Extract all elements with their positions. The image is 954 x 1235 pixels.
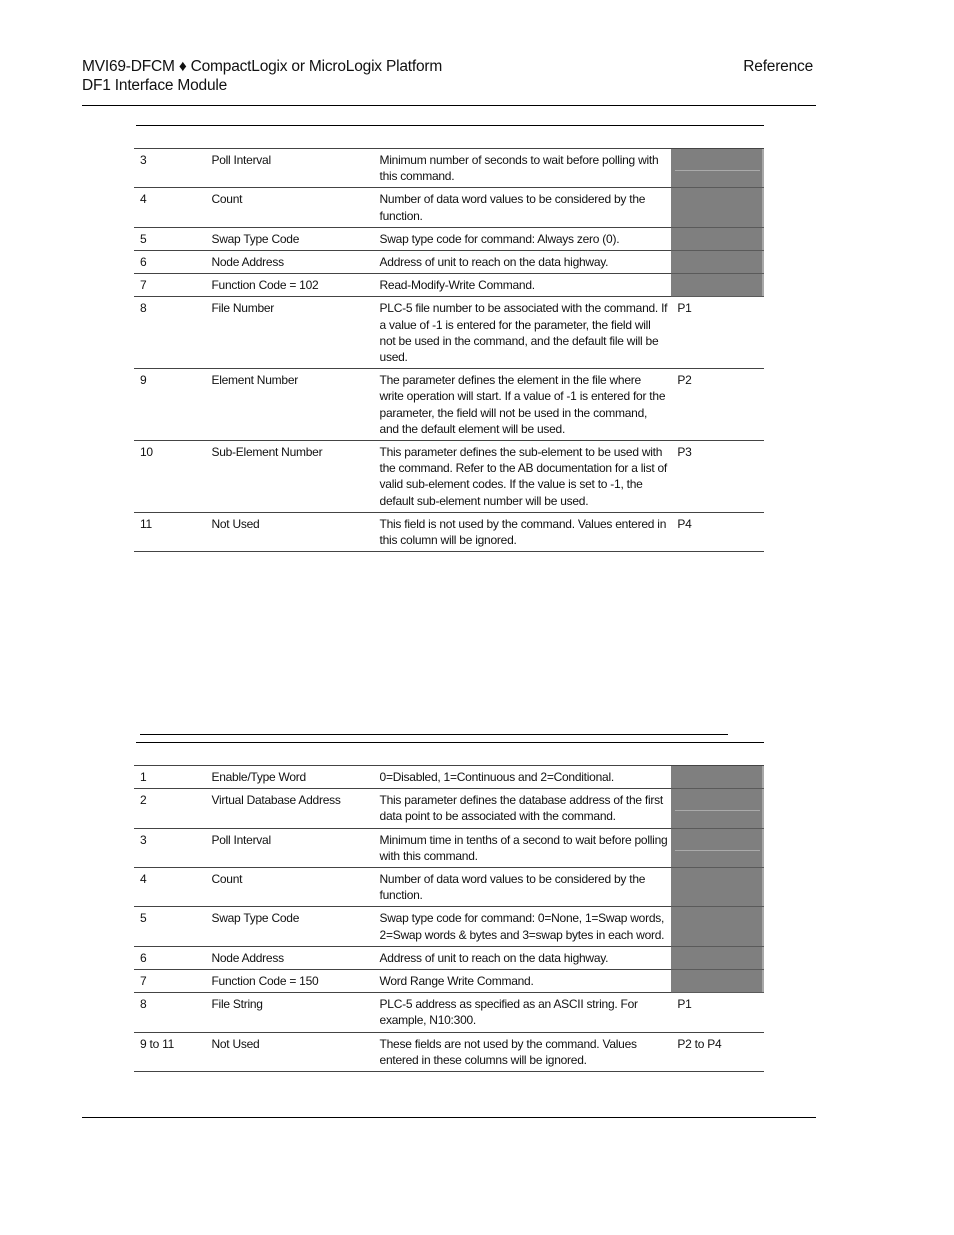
cell-number-text: 1 xyxy=(140,770,147,784)
cell-parameter-name-text: Function Code = 102 xyxy=(211,278,319,293)
cell-parameter xyxy=(671,188,764,227)
cell-number xyxy=(134,1032,205,1071)
cell-parameter-text: P4 xyxy=(677,516,692,531)
header-title-line2: DF1 Interface Module xyxy=(82,77,228,94)
cell-number xyxy=(134,907,205,946)
cell-description xyxy=(374,946,672,969)
command-table-top xyxy=(134,148,764,552)
cell-parameter-name-text: Poll Interval xyxy=(211,153,271,167)
cell-description-text: The parameter defines the element in the file where write operation will start. If a value of -1 is entered for the parameter, the field will not be used in the command, and the default element will be used. xyxy=(379,373,666,436)
cell-number-text: 5 xyxy=(140,231,147,246)
cell-description-text: These fields are not used by the command. Values entered in these columns will be ignored. xyxy=(379,1036,637,1067)
header-section: Reference xyxy=(743,58,813,75)
cell-parameter-name-text: File Number xyxy=(211,301,275,316)
cell-description-text: Swap type code for command: 0=None, 1=Swap words, 2=Swap words & bytes and 3=swap bytes in each word. xyxy=(379,911,665,942)
table-row xyxy=(134,970,764,993)
cell-parameter-name xyxy=(205,868,373,907)
cell-number-text: 5 xyxy=(140,911,147,926)
cell-number-text: 8 xyxy=(140,301,147,316)
table-bottom-caption-rule xyxy=(140,734,728,735)
cell-parameter-name-text: Node Address xyxy=(211,255,284,270)
cell-description-text: Minimum number of seconds to wait before polling with this command. xyxy=(379,153,659,184)
cell-parameter xyxy=(671,970,764,993)
cell-parameter xyxy=(671,251,764,274)
table-row xyxy=(134,297,764,369)
cell-number-text: 3 xyxy=(140,832,147,847)
cell-description-text: This field is not used by the command. Values entered in this column will be ignored. xyxy=(379,516,667,548)
table-row xyxy=(134,789,764,828)
cell-parameter-name xyxy=(205,1032,373,1071)
table-row xyxy=(134,369,764,441)
cell-parameter-name-text: Sub-Element Number xyxy=(211,445,323,460)
cell-description xyxy=(374,512,672,551)
cell-parameter-name xyxy=(205,441,373,513)
cell-description xyxy=(374,149,672,188)
cell-parameter xyxy=(671,441,764,513)
cell-number xyxy=(134,766,205,789)
cell-description-text: 0=Disabled, 1=Continuous and 2=Conditional. xyxy=(379,770,614,784)
cell-description-text: Minimum time in tenths of a second to wait before polling with this command. xyxy=(379,832,668,863)
table-row xyxy=(134,227,764,250)
cell-number xyxy=(134,993,205,1032)
cell-description-text: Address of unit to reach on the data highway. xyxy=(379,950,609,965)
cell-parameter-name xyxy=(205,149,373,188)
cell-parameter-name-text: Function Code = 150 xyxy=(211,974,319,989)
cell-parameter-text: P2 xyxy=(677,373,692,388)
cell-description xyxy=(374,441,672,513)
cell-parameter xyxy=(671,766,764,789)
cell-parameter xyxy=(671,297,764,369)
cell-number xyxy=(134,946,205,969)
cell-parameter xyxy=(671,946,764,969)
cell-number-text: 4 xyxy=(140,192,147,207)
cell-number-text: 11 xyxy=(140,516,152,531)
command-table-top-body xyxy=(134,149,764,552)
cell-number xyxy=(134,828,205,867)
cell-number-text: 7 xyxy=(140,278,147,293)
cell-description xyxy=(374,828,672,867)
cell-number xyxy=(134,512,205,551)
cell-parameter-name xyxy=(205,828,373,867)
table-row xyxy=(134,907,764,946)
cell-parameter-name xyxy=(205,512,373,551)
cell-number xyxy=(134,188,205,227)
cell-parameter xyxy=(671,149,764,188)
cell-description-text: PLC-5 address as specified as an ASCII string. For example, N10:300. xyxy=(379,997,638,1028)
cell-parameter-name xyxy=(205,946,373,969)
cell-description xyxy=(374,868,672,907)
cell-parameter-name-text: Not Used xyxy=(211,1036,260,1051)
cell-description xyxy=(374,227,672,250)
cell-parameter-text: P1 xyxy=(677,301,692,316)
cell-parameter-text: P1 xyxy=(677,997,692,1012)
header-rule xyxy=(82,105,816,106)
table-row xyxy=(134,251,764,274)
cell-description xyxy=(374,1032,672,1071)
table-row xyxy=(134,946,764,969)
cell-parameter-name-text: Swap Type Code xyxy=(211,911,300,926)
cell-number-text: 4 xyxy=(140,872,147,887)
cell-description-text: Word Range Write Command. xyxy=(379,974,534,989)
table-row xyxy=(134,828,764,867)
table-row xyxy=(134,149,764,188)
cell-number xyxy=(134,441,205,513)
cell-description-text: Number of data word values to be considered by the function. xyxy=(379,192,646,223)
cell-number xyxy=(134,227,205,250)
cell-description-text: Address of unit to reach on the data highway. xyxy=(379,255,609,270)
cell-parameter xyxy=(671,789,764,828)
cell-parameter-name-text: Element Number xyxy=(211,373,298,388)
table-row xyxy=(134,512,764,551)
cell-description xyxy=(374,251,672,274)
cell-description-text: Read-Modify-Write Command. xyxy=(379,278,535,293)
cell-description-text: This parameter defines the database address of the first data point to be associated with the command. xyxy=(379,793,664,824)
cell-description-text: This parameter defines the sub-element to be used with the command. Refer to the AB documentation for a list of valid sub-element codes. If the value is set to -1, the default sub-element number will be used. xyxy=(379,445,668,508)
header-title-line1: MVI69-DFCM ♦ CompactLogix or MicroLogix Platform xyxy=(82,58,443,75)
cell-description-text: Number of data word values to be considered by the function. xyxy=(379,872,646,903)
cell-number-text: 9 to 11 xyxy=(140,1036,175,1051)
cell-parameter-name-text: Node Address xyxy=(211,950,284,965)
cell-description xyxy=(374,970,672,993)
cell-description-text: Swap type code for command: Always zero (0). xyxy=(379,231,620,246)
table-row xyxy=(134,441,764,513)
cell-number-text: 3 xyxy=(140,153,147,167)
cell-number xyxy=(134,868,205,907)
cell-description xyxy=(374,993,672,1032)
cell-parameter xyxy=(671,369,764,441)
cell-parameter-name-text: File String xyxy=(211,997,263,1012)
cell-number xyxy=(134,251,205,274)
cell-parameter-text: P2 to P4 xyxy=(677,1036,722,1051)
cell-parameter-name xyxy=(205,297,373,369)
table-row xyxy=(134,1032,764,1071)
cell-parameter-text: P3 xyxy=(677,445,692,460)
cell-parameter xyxy=(671,512,764,551)
cell-parameter-name xyxy=(205,188,373,227)
cell-parameter-name-text: Count xyxy=(211,192,243,207)
cell-parameter-name xyxy=(205,227,373,250)
table-bottom-heading-rule xyxy=(136,742,764,743)
cell-parameter-name-text: Not Used xyxy=(211,516,260,531)
cell-number-text: 6 xyxy=(140,950,147,965)
cell-parameter-name xyxy=(205,970,373,993)
cell-parameter-name xyxy=(205,766,373,789)
cell-parameter xyxy=(671,907,764,946)
cell-parameter-name xyxy=(205,993,373,1032)
cell-description xyxy=(374,766,672,789)
cell-number xyxy=(134,789,205,828)
cell-parameter-name-text: Virtual Database Address xyxy=(211,793,341,808)
table-top-heading-rule xyxy=(136,125,764,126)
cell-description xyxy=(374,188,672,227)
cell-number xyxy=(134,274,205,297)
cell-number-text: 8 xyxy=(140,997,147,1012)
cell-number xyxy=(134,149,205,188)
cell-number-text: 9 xyxy=(140,373,147,388)
cell-parameter-name-text: Count xyxy=(211,872,243,887)
cell-parameter-name xyxy=(205,907,373,946)
cell-description-text: PLC-5 file number to be associated with the command. If a value of -1 is entered for the parameter, the field will not be used in the command, and the default file will be used. xyxy=(379,301,668,365)
cell-description xyxy=(374,297,672,369)
cell-parameter-name-text: Swap Type Code xyxy=(211,231,300,246)
cell-parameter-name xyxy=(205,274,373,297)
cell-parameter xyxy=(671,274,764,297)
cell-number xyxy=(134,369,205,441)
cell-parameter-name xyxy=(205,369,373,441)
footer-rule xyxy=(82,1117,816,1118)
table-row xyxy=(134,766,764,789)
cell-number-text: 2 xyxy=(140,793,147,808)
cell-number xyxy=(134,970,205,993)
cell-parameter xyxy=(671,1032,764,1071)
command-table-bottom-body xyxy=(134,766,764,1072)
cell-description xyxy=(374,369,672,441)
command-table-bottom xyxy=(134,765,764,1072)
cell-parameter xyxy=(671,227,764,250)
table-row xyxy=(134,868,764,907)
cell-number-text: 6 xyxy=(140,255,147,270)
table-row xyxy=(134,993,764,1032)
document-header-title xyxy=(82,57,442,95)
cell-parameter-name xyxy=(205,251,373,274)
table-row xyxy=(134,188,764,227)
cell-description xyxy=(374,274,672,297)
cell-parameter xyxy=(671,868,764,907)
cell-number-text: 7 xyxy=(140,974,147,989)
cell-description xyxy=(374,789,672,828)
cell-parameter-name-text: Enable/Type Word xyxy=(211,770,306,784)
table-row xyxy=(134,274,764,297)
cell-description xyxy=(374,907,672,946)
cell-parameter-name xyxy=(205,789,373,828)
cell-number-text: 10 xyxy=(140,445,153,460)
cell-number xyxy=(134,297,205,369)
cell-parameter xyxy=(671,828,764,867)
cell-parameter xyxy=(671,993,764,1032)
cell-parameter-name-text: Poll Interval xyxy=(211,832,271,847)
